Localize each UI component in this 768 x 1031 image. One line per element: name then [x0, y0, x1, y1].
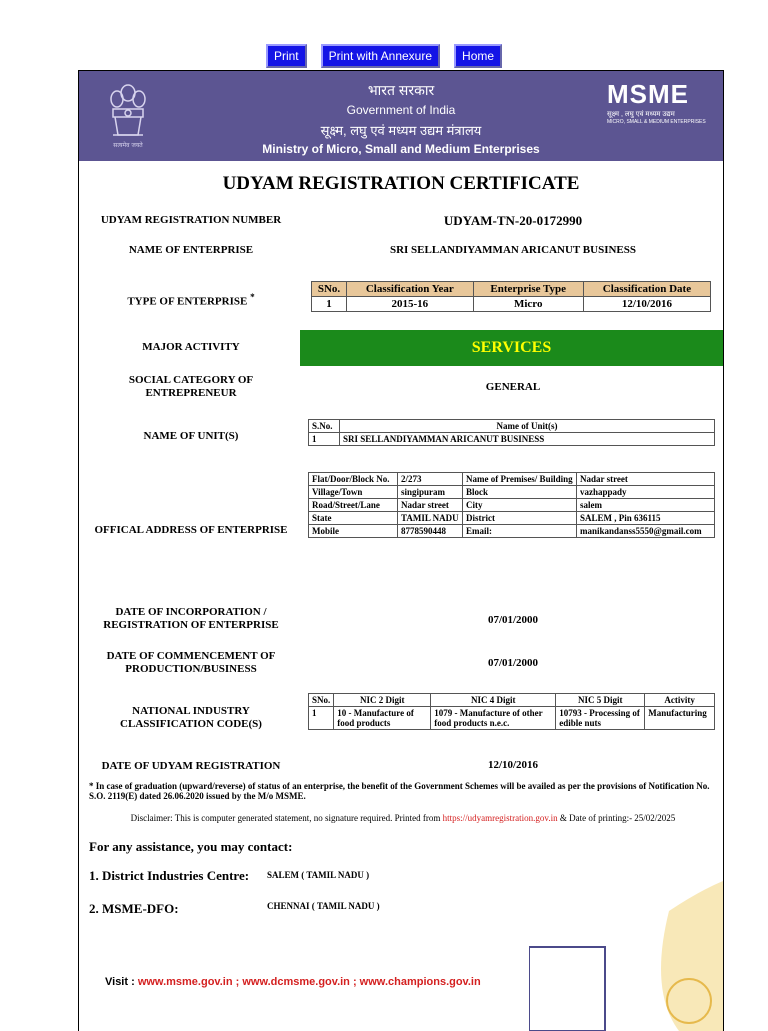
incorporation-date-value: 07/01/2000	[487, 614, 539, 626]
address-key: City	[463, 499, 577, 512]
col-classification-date: Classification Date	[583, 282, 710, 297]
address-row	[309, 499, 715, 512]
svg-text:सत्यमेव जयते: सत्यमेव जयते	[113, 142, 143, 149]
address-value: Nadar street	[398, 499, 463, 512]
nic-cell-sno: 1	[309, 707, 334, 730]
banner-ministry: Ministry of Micro, Small and Medium Enterprises	[262, 142, 540, 156]
home-button[interactable]: Home	[454, 44, 502, 68]
assistance-heading: For any assistance, you may contact:	[89, 839, 293, 854]
nic-cell-5digit: 10793 - Processing of edible nuts	[556, 707, 645, 730]
nic-col-5digit: NIC 5 Digit	[556, 694, 645, 707]
toolbar	[0, 44, 768, 68]
certificate	[78, 70, 724, 1031]
address-row	[309, 525, 715, 538]
print-annexure-button[interactable]: Print with Annexure	[321, 44, 440, 68]
address-row	[309, 486, 715, 499]
nic-col-2digit: NIC 2 Digit	[334, 694, 431, 707]
units-row	[309, 433, 715, 446]
banner-govt: Government of India	[346, 103, 456, 117]
address-key: Email:	[463, 525, 577, 538]
address-value: salem	[577, 499, 715, 512]
enterprise-type-label	[79, 291, 303, 309]
nic-header-row	[309, 694, 715, 707]
unit-name-label: NAME OF UNIT(S)	[143, 430, 239, 442]
footnote-star: *	[250, 292, 255, 302]
address-value: Nadar street	[577, 473, 715, 486]
address-row	[309, 473, 715, 486]
address-key: Flat/Door/Block No.	[309, 473, 398, 486]
footnote: * In case of graduation (upward/reverse) of status of an enterprise, the benefit of the Government Schemes will be availed as per the provisions of Notification No. S.O. 2119(E) dated 26.06.2020 issued by the M/o MSME.	[89, 781, 710, 801]
units-header-row	[309, 420, 715, 433]
units-col-name: Name of Unit(s)	[340, 420, 715, 433]
address-value: vazhappady	[577, 486, 715, 499]
address-key: Road/Street/Lane	[309, 499, 398, 512]
social-category-label: SOCIAL CATEGORY OF ENTREPRENEUR	[128, 374, 254, 399]
address-key: District	[463, 512, 577, 525]
nic-label: NATIONAL INDUSTRY CLASSIFICATION CODE(S)	[120, 705, 262, 730]
col-classification-year: Classification Year	[347, 282, 474, 297]
address-value: singipuram	[398, 486, 463, 499]
address-label: OFFICAL ADDRESS OF ENTERPRISE	[94, 524, 288, 536]
dfo-value: CHENNAI ( TAMIL NADU )	[267, 901, 380, 911]
visit-footer	[105, 976, 481, 988]
address-table	[308, 472, 715, 538]
nic-cell-4digit: 1079 - Manufacture of other food products n.e.c.	[431, 707, 556, 730]
address-key: Name of Premises/ Building	[463, 473, 577, 486]
visit-links[interactable]: www.msme.gov.in ; www.dcmsme.gov.in ; www.champions.gov.in	[137, 976, 481, 988]
dic-value: SALEM ( TAMIL NADU )	[267, 870, 370, 880]
address-value: SALEM , Pin 636115	[577, 512, 715, 525]
banner-ministry-hindi: सूक्ष्म, लघु एवं मध्यम उद्यम मंत्रालय	[320, 123, 482, 138]
msme-logo-hindi: सूक्ष्म , लघु एवं मध्यम उद्यम	[607, 111, 675, 118]
cell-classification-year: 2015-16	[347, 297, 474, 312]
disclaimer	[89, 813, 717, 823]
cell-sno: 1	[312, 297, 347, 312]
major-activity-label: MAJOR ACTIVITY	[142, 341, 240, 353]
units-col-sno: S.No.	[309, 420, 340, 433]
enterprise-type-label-text: TYPE OF ENTERPRISE	[127, 295, 248, 308]
nic-row	[309, 707, 715, 730]
certificate-title: UDYAM REGISTRATION CERTIFICATE	[222, 173, 580, 194]
msme-logo	[607, 81, 713, 131]
reg-number-label: UDYAM REGISTRATION NUMBER	[100, 214, 282, 226]
udyam-portal-link[interactable]: https://udyamregistration.gov.in	[442, 813, 558, 823]
social-category-value: GENERAL	[485, 381, 541, 393]
classification-row	[312, 297, 711, 312]
address-value: 8778590448	[398, 525, 463, 538]
units-table	[308, 419, 715, 446]
nic-col-activity: Activity	[645, 694, 715, 707]
col-sno: SNo.	[312, 282, 347, 297]
col-enterprise-type: Enterprise Type	[473, 282, 583, 297]
reg-number-value: UDYAM-TN-20-0172990	[443, 213, 583, 228]
banner-govt-hindi: भारत सरकार	[367, 82, 435, 98]
address-key: Mobile	[309, 525, 398, 538]
disclaimer-date: & Date of printing:- 25/02/2025	[557, 813, 676, 823]
nic-cell-activity: Manufacturing	[645, 707, 715, 730]
dic-label: 1. District Industries Centre:	[89, 868, 250, 883]
udyam-date-value: 12/10/2016	[487, 759, 539, 771]
classification-table	[311, 281, 711, 312]
commencement-date-label: DATE OF COMMENCEMENT OF PRODUCTION/BUSINESS	[106, 650, 276, 675]
address-key: Village/Town	[309, 486, 398, 499]
cell-classification-date: 12/10/2016	[583, 297, 710, 312]
units-cell-sno: 1	[309, 433, 340, 446]
major-activity-value: SERVICES	[300, 330, 723, 366]
address-value: TAMIL NADU	[398, 512, 463, 525]
address-value: 2/273	[398, 473, 463, 486]
cell-enterprise-type: Micro	[473, 297, 583, 312]
ministry-banner	[79, 71, 723, 161]
print-button[interactable]: Print	[266, 44, 307, 68]
incorporation-date-label: DATE OF INCORPORATION / REGISTRATION OF ENTERPRISE	[103, 606, 279, 631]
visit-label: Visit :	[105, 976, 138, 988]
address-value: manikandanss5550@gmail.com	[577, 525, 715, 538]
commencement-date-value: 07/01/2000	[487, 657, 539, 669]
msme-logo-english: MICRO, SMALL & MEDIUM ENTERPRISES	[607, 119, 706, 125]
disclaimer-text: Disclaimer: This is computer generated statement, no signature required. Printed from	[130, 813, 443, 823]
decorative-graphic	[529, 871, 723, 1031]
msme-logo-text: MSME	[607, 79, 689, 109]
address-row	[309, 512, 715, 525]
nic-col-sno: SNo.	[309, 694, 334, 707]
address-key: Block	[463, 486, 577, 499]
nic-table	[308, 693, 715, 730]
enterprise-name-value: SRI SELLANDIYAMMAN ARICANUT BUSINESS	[389, 244, 637, 256]
udyam-date-label: DATE OF UDYAM REGISTRATION	[101, 760, 281, 772]
dfo-label: 2. MSME-DFO:	[89, 901, 179, 916]
classification-header-row	[312, 282, 711, 297]
nic-col-4digit: NIC 4 Digit	[431, 694, 556, 707]
enterprise-name-label: NAME OF ENTERPRISE	[128, 244, 254, 256]
units-cell-name: SRI SELLANDIYAMMAN ARICANUT BUSINESS	[340, 433, 715, 446]
nic-cell-2digit: 10 - Manufacture of food products	[334, 707, 431, 730]
address-key: State	[309, 512, 398, 525]
